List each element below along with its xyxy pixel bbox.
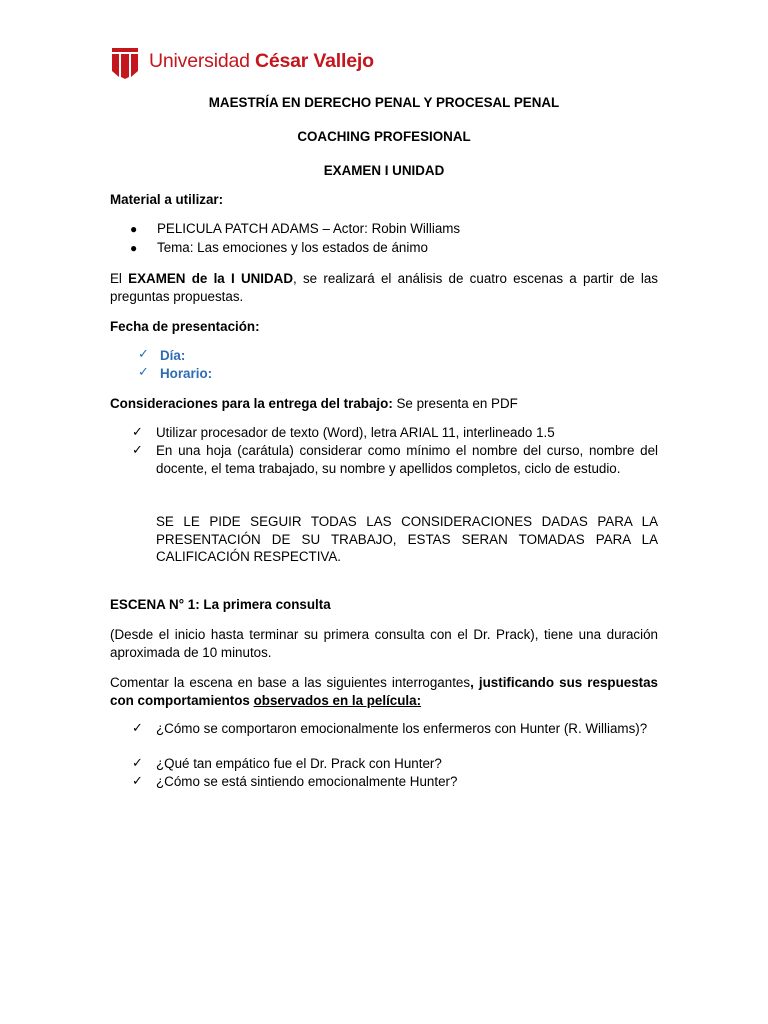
- delivery-note: SE LE PIDE SEGUIR TODAS LAS CONSIDERACIONES DADAS PARA LA PRESENTACIÓN DE SU TRABAJO, ESTAS SERAN TOMADAS PARA LA CALIFICACIÓN RESPECTIVA.: [156, 514, 658, 564]
- question-item: ¿Qué tan empático fue el Dr. Prack con Hunter?: [156, 756, 442, 771]
- exam-title: EXAMEN I UNIDAD: [323, 163, 445, 178]
- presentation-time: Horario:: [160, 366, 213, 381]
- ucv-emblem-icon: [110, 44, 140, 79]
- scene-description: (Desde el inicio hasta terminar su primera consulta con el Dr. Prack), tiene una duración aproximada de 10 minutos.: [110, 627, 658, 660]
- scene-instruction: Comentar la escena en base a las siguientes interrogantes, justificando sus respuestas con comportamientos observados en la película:: [110, 675, 658, 708]
- presentation-day: Día:: [160, 348, 186, 363]
- check-icon: ✓: [132, 424, 143, 439]
- delivery-item: Utilizar procesador de texto (Word), letra ARIAL 11, interlineado 1.5: [156, 425, 555, 440]
- intro-paragraph: El EXAMEN de la I UNIDAD, se realizará el análisis de cuatro escenas a partir de las preguntas propuestas.: [110, 271, 658, 304]
- check-icon: ✓: [132, 755, 143, 770]
- presentation-heading: Fecha de presentación:: [110, 319, 260, 334]
- check-icon: ✓: [132, 442, 143, 457]
- check-icon: ✓: [138, 346, 149, 361]
- university-name: Universidad César Vallejo: [149, 49, 374, 72]
- material-item: PELICULA PATCH ADAMS – Actor: Robin Williams: [157, 221, 461, 236]
- program-title: MAESTRÍA EN DERECHO PENAL Y PROCESAL PENAL: [208, 95, 560, 110]
- question-item: ¿Cómo se comportaron emocionalmente los enfermeros con Hunter (R. Williams)?: [156, 721, 648, 736]
- university-logo: [110, 42, 374, 80]
- check-icon: ✓: [132, 773, 143, 788]
- check-icon: ✓: [138, 364, 149, 379]
- delivery-item: En una hoja (carátula) considerar como mínimo el nombre del curso, nombre del docente, el tema trabajado, su nombre y apellidos completos, ciclo de estudio.: [156, 443, 658, 476]
- bullet-icon: ●: [130, 222, 138, 236]
- question-item: ¿Cómo se está sintiendo emocionalmente Hunter?: [156, 774, 458, 789]
- check-icon: ✓: [132, 720, 143, 735]
- delivery-heading: Consideraciones para la entrega del trabajo: Se presenta en PDF: [110, 396, 518, 411]
- bullet-icon: ●: [130, 241, 138, 255]
- scene-heading: ESCENA N° 1: La primera consulta: [110, 597, 331, 612]
- material-item: Tema: Las emociones y los estados de ánimo: [157, 240, 428, 255]
- material-heading: Material a utilizar:: [110, 192, 224, 207]
- course-title: COACHING PROFESIONAL: [297, 129, 471, 144]
